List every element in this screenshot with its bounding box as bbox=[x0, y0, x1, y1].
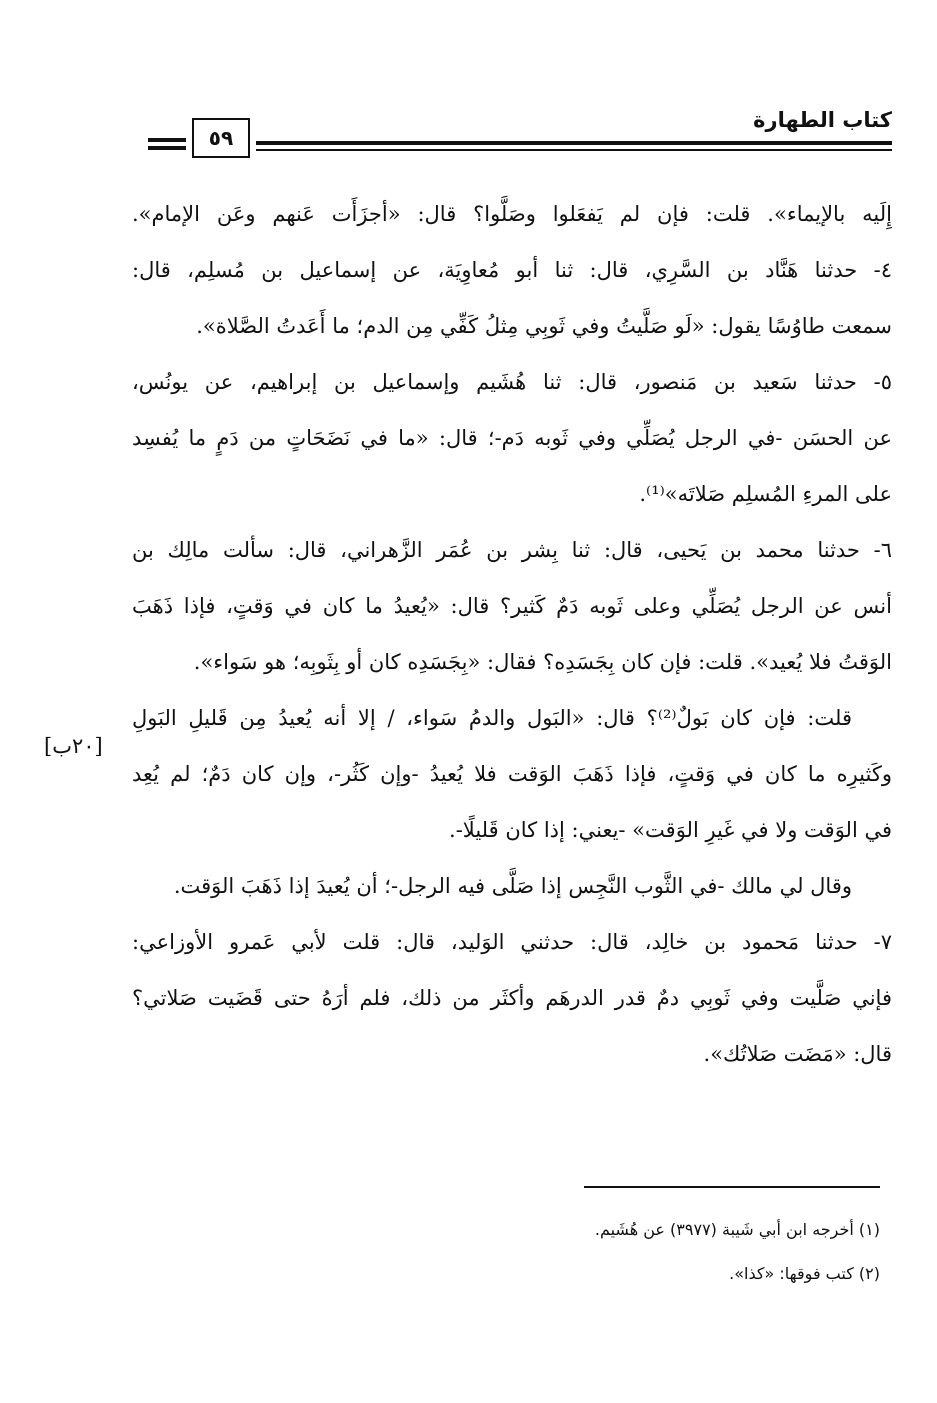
text-line: أنس عن الرجل يُصَلِّي وعلى ثَوبه دَمٌ كَثير؟ قال: «يُعيدُ ما كان في وَقتٍ، فإذا ذَهَبَ bbox=[132, 594, 892, 618]
footnote: (٢) كتب فوقها: «كذا». bbox=[729, 1264, 880, 1283]
book-title: كتاب الطهارة bbox=[753, 108, 892, 132]
text-line: سمعت طاوُسًا يقول: «لَو صَلَّيتُ وفي ثَوبِي مِثلُ كَفِّي مِن الدم؛ ما أَعَدتُ الصَّلاة». bbox=[196, 314, 892, 338]
text-line: على المرءِ المُسلِم صَلاتَه»⁽¹⁾. bbox=[639, 482, 892, 506]
text-line: قلت: فإن كان بَولٌ⁽²⁾؟ قال: «البَول والدمُ سَواء، / إلا أنه يُعيدُ مِن قَليلِ البَولِ bbox=[132, 706, 852, 730]
header-short-rule bbox=[148, 146, 186, 150]
text-line: إِلَيه بالإيماء». قلت: فإن لم يَفعَلوا وصَلَّوا؟ قال: «أجزَأَت عَنهم وعَن الإمام». bbox=[132, 202, 892, 226]
page-header bbox=[148, 108, 892, 164]
text-line: ٥- حدثنا سَعيد بن مَنصور، قال: ثنا هُشَيم وإسماعيل بن إبراهيم، عن يونُس، bbox=[132, 370, 892, 394]
page-number: ٥٩ bbox=[192, 118, 250, 158]
text-line: ٧- حدثنا مَحمود بن خالِد، قال: حدثني الوَليد، قال: قلت لأبي عَمرو الأوزاعي: bbox=[132, 930, 892, 954]
text-line: في الوَقت ولا في غَيرِ الوَقت» -يعني: إذا كان قَليلًا-. bbox=[449, 818, 892, 842]
footnotes bbox=[300, 1208, 880, 1296]
footnote-divider bbox=[584, 1186, 880, 1188]
text-line: عن الحسَن -في الرجل يُصَلِّي وفي ثَوبه دَم-؛ قال: «ما في نَضَحَاتٍ من دَمٍ ما يُفسِد bbox=[132, 426, 892, 450]
text-line: قال: «مَضَت صَلاتُك». bbox=[703, 1042, 892, 1066]
text-line: وكَثيرِه ما كان في وَقتٍ، فإذا ذَهَبَ الوَقت فلا يُعيدُ -وإن كَثُر-، وإن كان دَمٌ؛ لم يُعِد bbox=[132, 762, 892, 786]
header-rule-thin bbox=[256, 149, 892, 151]
text-line: الوَقتُ فلا يُعيد». قلت: فإن كان بِجَسَدِه؟ فقال: «بِجَسَدِه كان أو بِثَوبِه؛ هو سَواء». bbox=[193, 650, 892, 674]
footnote: (١) أخرجه ابن أبي شَيبة (٣٩٧٧) عن هُشَيم. bbox=[594, 1220, 880, 1239]
text-line: وقال لي مالك -في الثَّوب النَّجِس إذا صَلَّى فيه الرجل-؛ أن يُعيدَ إذا ذَهَبَ الوَقت. bbox=[173, 874, 852, 898]
text-line: ٦- حدثنا محمد بن يَحيى، قال: ثنا بِشر بن عُمَر الزَّهراني، قال: سألت مالِك بن bbox=[132, 538, 892, 562]
text-line: ٤- حدثنا هَنَّاد بن السَّرِي، قال: ثنا أبو مُعاوِيَة، عن إسماعيل بن مُسلِم، قال: bbox=[132, 258, 892, 282]
text-line: فإني صَلَّيت وفي ثَوبِي دمٌ قدر الدرهَم وأكثَر من ذلك، فلم أرَهُ حتى قَضَيت صَلاتي؟ bbox=[132, 986, 892, 1010]
main-text bbox=[132, 186, 892, 1082]
header-short-rule bbox=[148, 138, 186, 142]
folio-margin-note: [٢٠ب] bbox=[44, 734, 103, 758]
header-rule-thick bbox=[256, 141, 892, 145]
